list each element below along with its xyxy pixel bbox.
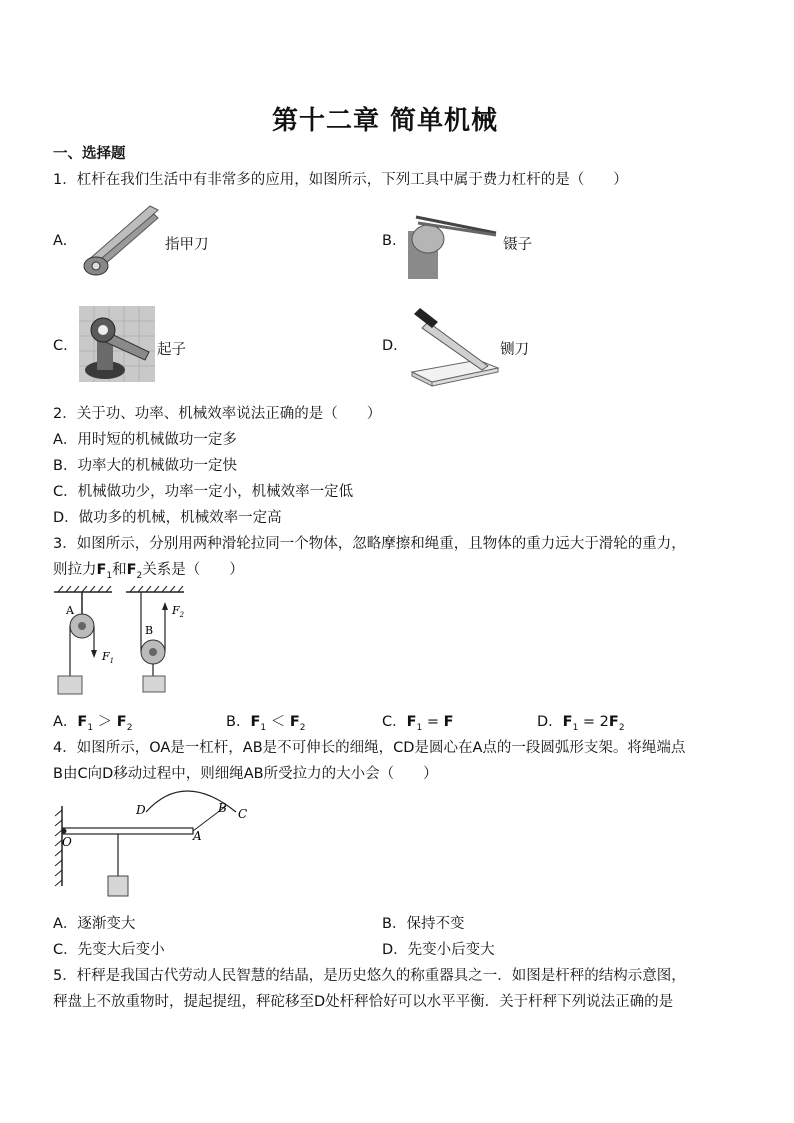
q4-option-b: B．保持不变 — [382, 916, 465, 932]
q3-stem-text-a: 则拉力 — [53, 562, 97, 578]
q3-option-c-rel: = — [422, 714, 444, 730]
q1-option-a-label: 指甲刀 — [165, 237, 209, 253]
q1-option-c-label: 起子 — [157, 342, 186, 358]
question-5-line2: 秤盘上不放重物时，提起提纽，秤砣移至D处杆秤恰好可以水平平衡．关于杆秤下列说法正确的是 — [53, 994, 674, 1010]
q2-option-b: B．功率大的机械做功一定快 — [53, 458, 237, 474]
bottle-opener-image — [79, 306, 155, 382]
q2-option-d: D．做功多的机械，机械效率一定高 — [53, 510, 282, 526]
q3-option-c-lhs-sub: 1 — [416, 722, 423, 733]
q3-option-c — [382, 710, 454, 733]
q3-option-c-lhs: F — [406, 714, 417, 730]
pulley-f1-label — [101, 650, 114, 665]
q3-option-b-rhs: F — [289, 714, 300, 730]
question-3-stem-line1: 3．如图所示，分别用两种滑轮拉同一个物体，忽略摩擦和绳重，且物体的重力远大于滑轮的重力， — [53, 536, 686, 552]
paper-cutter-image — [408, 302, 500, 388]
label-o: O — [62, 835, 72, 849]
q3-option-b-rel: ＜ — [266, 714, 290, 730]
q3-stem-f1: F — [96, 562, 107, 578]
label-b: B — [218, 801, 227, 815]
q3-stem-text-b: 关系是（ ） — [142, 562, 244, 578]
question-4-stem-line1: 4．如图所示，OA是一杠杆，AB是不可伸长的细绳，CD是圆心在A点的一段圆弧形支架。将绳端点 — [53, 740, 686, 756]
q3-option-a-rhs-sub: 2 — [126, 722, 133, 733]
pulley-b-label: B — [145, 624, 154, 637]
q1-option-d-label: 铡刀 — [500, 342, 529, 358]
q4-option-d: D．先变小后变大 — [382, 942, 495, 958]
q4-option-a: A．逐渐变大 — [53, 916, 136, 932]
q3-option-c-rhs: F — [443, 714, 454, 730]
label-d: D — [136, 803, 146, 817]
label-c: C — [238, 807, 248, 821]
q1-option-b-letter: B. — [382, 233, 397, 249]
pulley-diagram — [50, 584, 200, 700]
q3-stem-f1-sub: 1 — [106, 570, 113, 581]
page-title: 第十二章 简单机械 — [272, 106, 499, 136]
q3-option-d-rhs-sub: 2 — [618, 722, 625, 733]
q1-option-c-letter: C. — [53, 338, 68, 354]
q3-option-a-letter: A． — [53, 714, 78, 730]
q3-option-b-letter: B． — [226, 714, 251, 730]
q3-option-b-lhs: F — [250, 714, 261, 730]
pulley-f2-sub: 2 — [179, 611, 185, 619]
q3-option-b — [226, 710, 305, 733]
question-5-line1: 5．杆秤是我国古代劳动人民智慧的结晶，是历史悠久的称重器具之一．如图是杆秤的结构示意图， — [53, 968, 686, 984]
tweezers-image — [408, 205, 500, 279]
pulley-f1-sub: 1 — [109, 657, 115, 665]
q4-option-c: C．先变大后变小 — [53, 942, 165, 958]
q3-option-a-lhs-sub: 1 — [87, 722, 94, 733]
section-heading: 一、选择题 — [53, 146, 126, 162]
q3-option-d-rel: = 2 — [578, 714, 609, 730]
q3-option-b-lhs-sub: 1 — [260, 722, 267, 733]
q3-option-a-rhs: F — [116, 714, 127, 730]
question-1-stem: 1．杠杆在我们生活中有非常多的应用，如图所示，下列工具中属于费力杠杆的是（ ） — [53, 172, 628, 188]
pulley-f1-letter: F — [102, 650, 110, 663]
q3-option-d-letter: D． — [537, 714, 563, 730]
pulley-f2-label — [171, 604, 185, 619]
pulley-f2-letter: F — [172, 604, 180, 617]
q1-option-a-letter: A. — [53, 233, 68, 249]
q3-stem-and: 和 — [112, 562, 127, 578]
pulley-a-label: A — [66, 604, 74, 617]
question-2-stem: 2．关于功、功率、机械效率说法正确的是（ ） — [53, 406, 382, 422]
label-a: A — [193, 829, 202, 843]
q3-option-a — [53, 710, 132, 733]
question-3-stem-line2 — [53, 558, 244, 581]
q3-stem-f2-sub: 2 — [136, 570, 143, 581]
nail-clipper-image — [80, 200, 162, 280]
q1-option-b-label: 镊子 — [503, 237, 532, 253]
q3-option-d-lhs: F — [562, 714, 573, 730]
q3-option-c-letter: C． — [382, 714, 407, 730]
q3-stem-f2: F — [126, 562, 137, 578]
question-4-stem-line2: B由C向D移动过程中，则细绳AB所受拉力的大小会（ ） — [53, 766, 438, 782]
q3-option-a-rel: ＞ — [93, 714, 117, 730]
q3-option-d-lhs-sub: 1 — [572, 722, 579, 733]
lever-arc-diagram — [50, 782, 260, 906]
q3-option-b-rhs-sub: 2 — [299, 722, 306, 733]
q3-option-a-lhs: F — [77, 714, 88, 730]
q2-option-a: A．用时短的机械做功一定多 — [53, 432, 237, 448]
q3-option-d — [537, 710, 625, 733]
q3-option-d-rhs: F — [608, 714, 619, 730]
q1-option-d-letter: D. — [382, 338, 398, 354]
q2-option-c: C．机械做功少，功率一定小，机械效率一定低 — [53, 484, 354, 500]
